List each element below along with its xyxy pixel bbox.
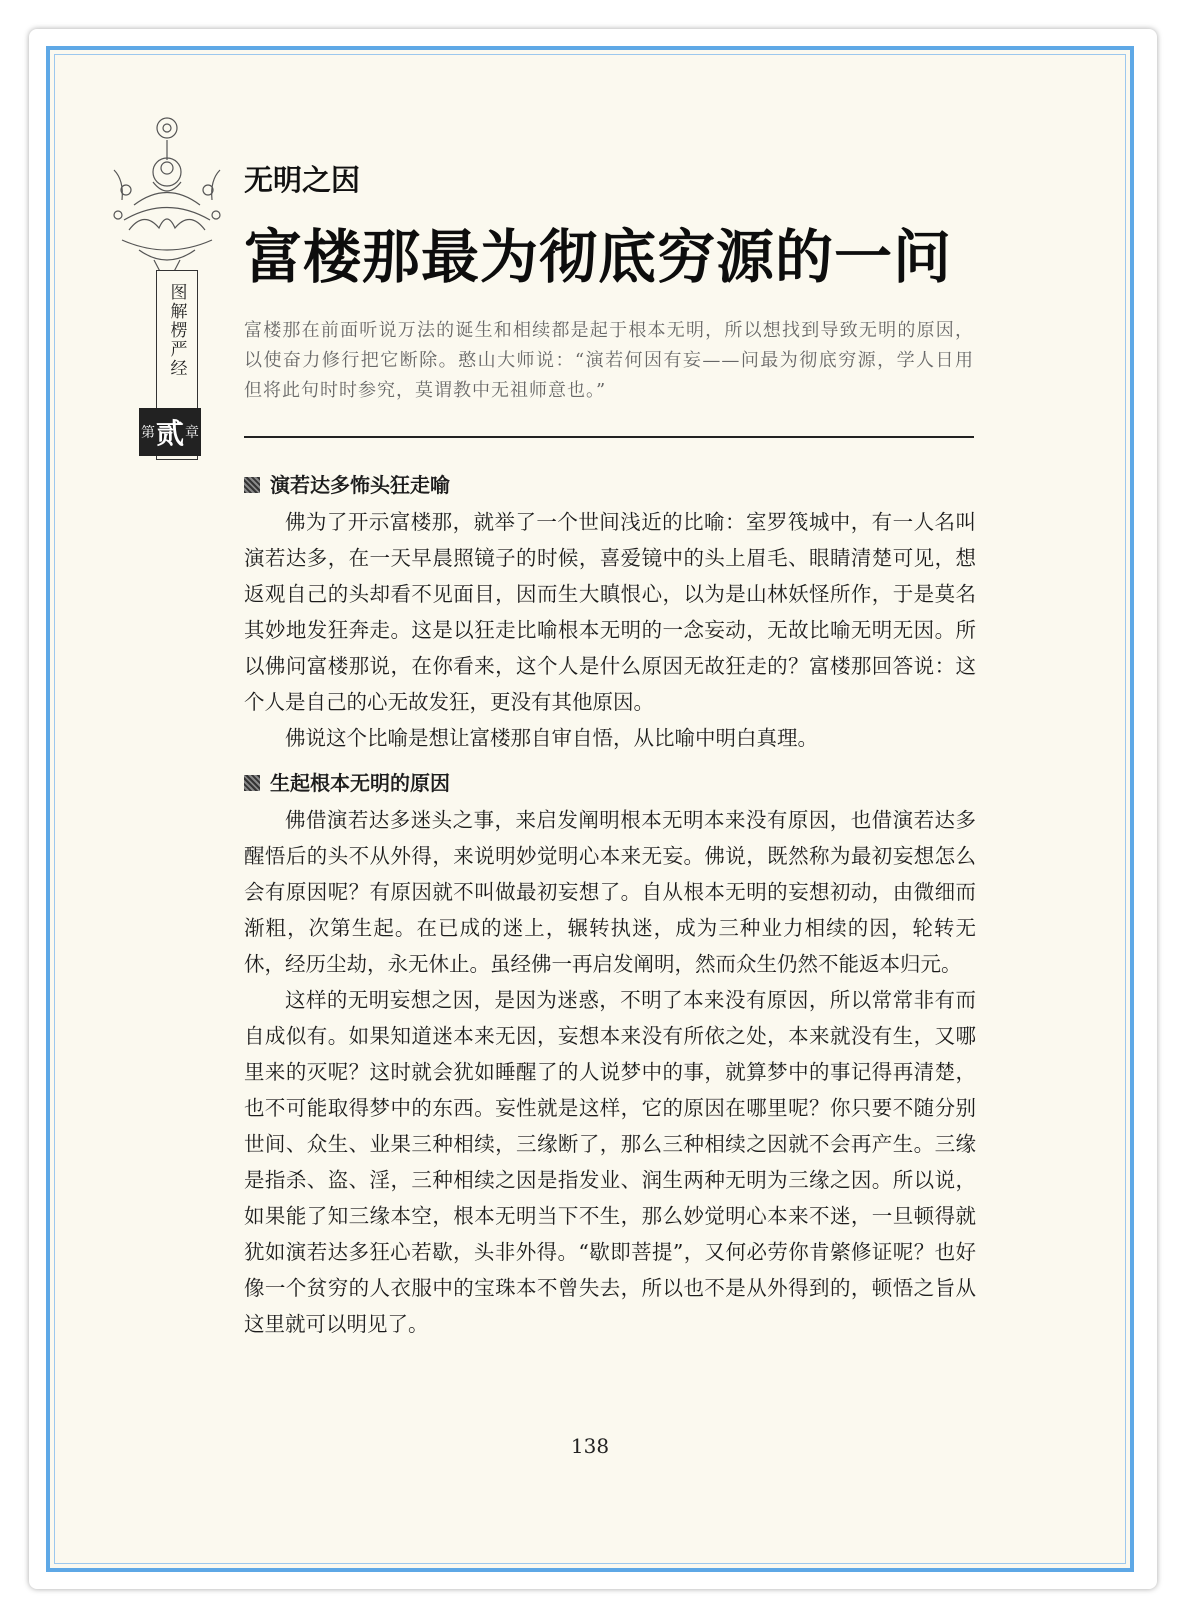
section-label: 无明之因 bbox=[244, 163, 361, 197]
body-content bbox=[244, 466, 976, 1342]
chapter-prefix: 第 bbox=[140, 425, 155, 441]
chapter-suffix: 章 bbox=[185, 425, 199, 441]
lotus-buddha-ornament bbox=[104, 110, 230, 290]
paragraph: 佛借演若达多迷头之事，来启发阐明根本无明本来没有原因，也借演若达多醒悟后的头不从外得，来说明妙觉明心本来无妄。佛说，既然称为最初妄想怎么会有原因呢？有原因就不叫做最初妄想了。自从根本无明的妄想初动，由微细而渐粗，次第生起。在已成的迷上，辗转执迷，成为三种业力相续的因，轮转无休，经历尘劫，永无休止。虽经佛一再启发阐明，然而众生仍然不能返本归元。 bbox=[244, 808, 976, 976]
intro-paragraph: 富楼那在前面听说万法的诞生和相续都是起于根本无明，所以想找到导致无明的原因，以使奋力修行把它断除。憨山大师说：“演若何因有妄——问最为彻底穷源，学人日用但将此句时时参究，莫谓教中无祖师意也。” bbox=[244, 320, 974, 401]
section-heading bbox=[244, 764, 976, 802]
square-bullet-icon bbox=[244, 775, 260, 791]
paragraph: 佛为了开示富楼那，就举了一个世间浅近的比喻：室罗筏城中，有一人名叫演若达多，在一天早晨照镜子的时候，喜爱镜中的头上眉毛、眼睛清楚可见，想返观自己的头却看不见面目，因而生大瞋恨心，以为是山林妖怪所作，于是莫名其妙地发狂奔走。这是以狂走比喻根本无明的一念妄动，无故比喻无明无因。所以佛问富楼那说，在你看来，这个人是什么原因无故狂走的？富楼那回答说：这个人是自己的心无故发狂，更没有其他原因。 bbox=[244, 510, 976, 714]
section-heading bbox=[244, 466, 976, 504]
book-page bbox=[58, 58, 1122, 1560]
page-title: 富楼那最为彻底穷源的一问 bbox=[244, 223, 953, 291]
book-title: 图解楞严经 bbox=[166, 283, 187, 378]
divider bbox=[244, 436, 974, 438]
paragraph: 这样的无明妄想之因，是因为迷惑，不明了本来没有原因，所以常常非有而自成似有。如果知道迷本来无因，妄想本来没有所依之处，本来就没有生，又哪里来的灭呢？这时就会犹如睡醒了的人说梦中的事，就算梦中的事记得再清楚，也不可能取得梦中的东西。妄性就是这样，它的原因在哪里呢？你只要不随分别世间、众生、业果三种相续，三缘断了，那么三种相续之因就不会再产生。三缘是指杀、盗、淫，三种相续之因是指发业、润生两种无明为三缘之因。所以说，如果能了知三缘本空，根本无明当下不生，那么妙觉明心本来不迷，一旦顿得就犹如演若达多狂心若歇，头非外得。“歇即菩提”，又何必劳你肯綮修证呢？也好像一个贫穷的人衣服中的宝珠本不曾失去，所以也不是从外得到的，顿悟之旨从这里就可以明见了。 bbox=[244, 988, 976, 1336]
section-heading-text: 演若达多怖头狂走喻 bbox=[270, 473, 450, 497]
square-bullet-icon bbox=[244, 477, 260, 493]
chapter-number: 贰 bbox=[155, 417, 184, 450]
section-heading-text: 生起根本无明的原因 bbox=[270, 771, 450, 795]
paragraph: 佛说这个比喻是想让富楼那自审自悟，从比喻中明白真理。 bbox=[285, 726, 818, 750]
chapter-badge bbox=[139, 408, 201, 456]
page-number: 138 bbox=[570, 1434, 610, 1458]
